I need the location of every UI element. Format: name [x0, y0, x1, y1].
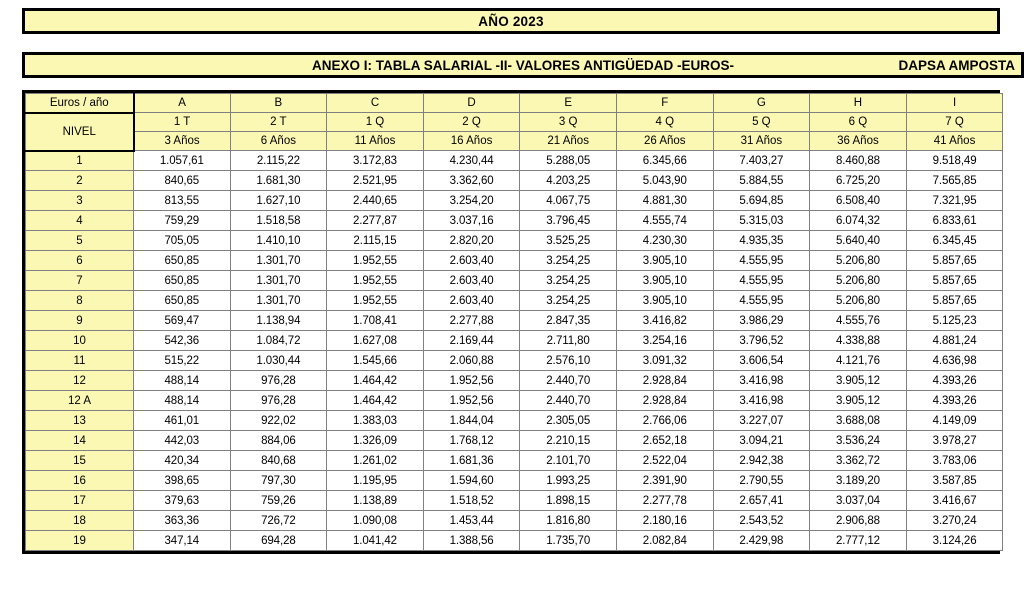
salary-cell: 2.657,41	[713, 491, 810, 511]
salary-cell: 6.833,61	[906, 211, 1003, 231]
table-row	[26, 171, 1003, 191]
salary-cell: 705,05	[134, 231, 231, 251]
corner-label: Euros / año	[26, 94, 134, 113]
table-row	[26, 211, 1003, 231]
column-group-c: 1 Q	[327, 113, 424, 132]
salary-cell: 420,34	[134, 451, 231, 471]
salary-cell: 1.627,10	[230, 191, 327, 211]
salary-cell: 1.844,04	[423, 411, 520, 431]
salary-cell: 1.301,70	[230, 291, 327, 311]
anexo-banner	[22, 52, 1024, 78]
table-row	[26, 351, 1003, 371]
salary-cell: 5.288,05	[520, 151, 617, 171]
row-header-nivel: 6	[26, 251, 134, 271]
salary-cell: 1.898,15	[520, 491, 617, 511]
salary-cell: 5.206,80	[810, 291, 907, 311]
salary-cell: 1.952,55	[327, 271, 424, 291]
salary-cell: 379,63	[134, 491, 231, 511]
salary-cell: 1.681,30	[230, 171, 327, 191]
salary-cell: 3.037,16	[423, 211, 520, 231]
salary-cell: 2.928,84	[616, 371, 713, 391]
column-group-g: 5 Q	[713, 113, 810, 132]
salary-cell: 5.857,65	[906, 271, 1003, 291]
salary-cell: 2.906,88	[810, 511, 907, 531]
column-group-i: 7 Q	[906, 113, 1003, 132]
salary-cell: 2.603,40	[423, 251, 520, 271]
header-row-years	[26, 132, 1003, 151]
column-group-a: 1 T	[134, 113, 231, 132]
row-header-nivel: 17	[26, 491, 134, 511]
salary-cell: 5.884,55	[713, 171, 810, 191]
salary-cell: 4.555,95	[713, 291, 810, 311]
salary-cell: 2.277,88	[423, 311, 520, 331]
salary-cell: 4.393,26	[906, 371, 1003, 391]
salary-cell: 1.545,66	[327, 351, 424, 371]
salary-cell: 3.606,54	[713, 351, 810, 371]
salary-cell: 922,02	[230, 411, 327, 431]
salary-cell: 3.905,10	[616, 251, 713, 271]
salary-cell: 5.857,65	[906, 291, 1003, 311]
salary-cell: 3.416,82	[616, 311, 713, 331]
salary-cell: 442,03	[134, 431, 231, 451]
column-header-b: B	[230, 94, 327, 113]
header-row-groups	[26, 113, 1003, 132]
salary-cell: 4.555,76	[810, 311, 907, 331]
column-years-h: 36 Años	[810, 132, 907, 151]
row-header-nivel: 16	[26, 471, 134, 491]
row-header-nivel: 2	[26, 171, 134, 191]
salary-cell: 1.030,44	[230, 351, 327, 371]
column-group-b: 2 T	[230, 113, 327, 132]
salary-cell: 3.587,85	[906, 471, 1003, 491]
salary-cell: 1.057,61	[134, 151, 231, 171]
salary-cell: 5.315,03	[713, 211, 810, 231]
table-row	[26, 291, 1003, 311]
salary-cell: 3.124,26	[906, 531, 1003, 551]
salary-cell: 840,65	[134, 171, 231, 191]
row-header-nivel: 12 A	[26, 391, 134, 411]
salary-cell: 3.416,98	[713, 391, 810, 411]
salary-cell: 1.326,09	[327, 431, 424, 451]
salary-cell: 363,36	[134, 511, 231, 531]
salary-cell: 1.952,56	[423, 391, 520, 411]
salary-cell: 2.543,52	[713, 511, 810, 531]
salary-cell: 2.820,20	[423, 231, 520, 251]
salary-cell: 4.881,30	[616, 191, 713, 211]
salary-cell: 1.138,89	[327, 491, 424, 511]
salary-cell: 2.305,05	[520, 411, 617, 431]
salary-cell: 759,26	[230, 491, 327, 511]
salary-cell: 1.261,02	[327, 451, 424, 471]
salary-cell: 3.416,67	[906, 491, 1003, 511]
salary-cell: 5.640,40	[810, 231, 907, 251]
column-years-a: 3 Años	[134, 132, 231, 151]
salary-cell: 5.857,65	[906, 251, 1003, 271]
row-header-nivel: 18	[26, 511, 134, 531]
salary-cell: 4.636,98	[906, 351, 1003, 371]
table-row	[26, 271, 1003, 291]
table-row	[26, 371, 1003, 391]
salary-cell: 6.508,40	[810, 191, 907, 211]
salary-cell: 2.522,04	[616, 451, 713, 471]
salary-cell: 6.345,66	[616, 151, 713, 171]
salary-cell: 2.652,18	[616, 431, 713, 451]
column-header-h: H	[810, 94, 907, 113]
table-row	[26, 311, 1003, 331]
salary-cell: 1.041,42	[327, 531, 424, 551]
year-banner	[22, 8, 1000, 34]
salary-cell: 2.169,44	[423, 331, 520, 351]
column-header-i: I	[906, 94, 1003, 113]
salary-cell: 5.206,80	[810, 251, 907, 271]
row-header-nivel: 3	[26, 191, 134, 211]
salary-cell: 1.681,36	[423, 451, 520, 471]
salary-cell: 6.345,45	[906, 231, 1003, 251]
salary-cell: 3.254,25	[520, 251, 617, 271]
table-row	[26, 491, 1003, 511]
salary-table	[25, 93, 1003, 551]
salary-cell: 3.094,21	[713, 431, 810, 451]
salary-cell: 1.627,08	[327, 331, 424, 351]
table-row	[26, 251, 1003, 271]
salary-cell: 515,22	[134, 351, 231, 371]
column-header-c: C	[327, 94, 424, 113]
table-body	[26, 151, 1003, 551]
salary-cell: 2.603,40	[423, 291, 520, 311]
row-header-nivel: 19	[26, 531, 134, 551]
salary-cell: 813,55	[134, 191, 231, 211]
table-row	[26, 151, 1003, 171]
salary-cell: 1.084,72	[230, 331, 327, 351]
row-header-nivel: 4	[26, 211, 134, 231]
salary-cell: 4.149,09	[906, 411, 1003, 431]
salary-cell: 1.816,80	[520, 511, 617, 531]
salary-cell: 7.565,85	[906, 171, 1003, 191]
header-row-letters	[26, 94, 1003, 113]
company-label: DAPSA AMPOSTA	[898, 57, 1015, 73]
salary-cell: 4.555,95	[713, 271, 810, 291]
column-group-f: 4 Q	[616, 113, 713, 132]
salary-cell: 2.777,12	[810, 531, 907, 551]
salary-cell: 2.603,40	[423, 271, 520, 291]
salary-cell: 3.905,10	[616, 291, 713, 311]
salary-cell: 759,29	[134, 211, 231, 231]
column-header-a: A	[134, 94, 231, 113]
salary-cell: 1.383,03	[327, 411, 424, 431]
salary-cell: 3.986,29	[713, 311, 810, 331]
table-row	[26, 531, 1003, 551]
salary-cell: 3.796,52	[713, 331, 810, 351]
salary-cell: 3.254,20	[423, 191, 520, 211]
salary-cell: 3.037,04	[810, 491, 907, 511]
table-row	[26, 411, 1003, 431]
salary-cell: 1.464,42	[327, 391, 424, 411]
salary-cell: 4.555,95	[713, 251, 810, 271]
row-header-nivel: 11	[26, 351, 134, 371]
table-row	[26, 471, 1003, 491]
salary-cell: 3.536,24	[810, 431, 907, 451]
column-group-d: 2 Q	[423, 113, 520, 132]
salary-cell: 3.091,32	[616, 351, 713, 371]
salary-cell: 4.881,24	[906, 331, 1003, 351]
salary-cell: 398,65	[134, 471, 231, 491]
column-group-e: 3 Q	[520, 113, 617, 132]
salary-cell: 1.388,56	[423, 531, 520, 551]
row-header-nivel: 8	[26, 291, 134, 311]
salary-cell: 650,85	[134, 291, 231, 311]
salary-cell: 2.440,70	[520, 371, 617, 391]
salary-cell: 1.090,08	[327, 511, 424, 531]
salary-cell: 5.694,85	[713, 191, 810, 211]
salary-cell: 569,47	[134, 311, 231, 331]
salary-cell: 3.254,16	[616, 331, 713, 351]
table-row	[26, 451, 1003, 471]
salary-cell: 2.576,10	[520, 351, 617, 371]
salary-cell: 3.172,83	[327, 151, 424, 171]
year-banner-label: AÑO 2023	[478, 13, 544, 29]
salary-cell: 3.254,25	[520, 271, 617, 291]
salary-cell: 2.711,80	[520, 331, 617, 351]
salary-cell: 840,68	[230, 451, 327, 471]
salary-cell: 797,30	[230, 471, 327, 491]
salary-cell: 2.766,06	[616, 411, 713, 431]
salary-cell: 1.464,42	[327, 371, 424, 391]
salary-cell: 1.301,70	[230, 251, 327, 271]
column-years-g: 31 Años	[713, 132, 810, 151]
salary-cell: 4.555,74	[616, 211, 713, 231]
row-header-nivel: 13	[26, 411, 134, 431]
salary-cell: 3.189,20	[810, 471, 907, 491]
column-header-f: F	[616, 94, 713, 113]
salary-cell: 9.518,49	[906, 151, 1003, 171]
salary-cell: 3.525,25	[520, 231, 617, 251]
salary-cell: 2.440,65	[327, 191, 424, 211]
salary-cell: 1.768,12	[423, 431, 520, 451]
salary-cell: 488,14	[134, 391, 231, 411]
row-header-nivel: 15	[26, 451, 134, 471]
salary-cell: 4.338,88	[810, 331, 907, 351]
salary-cell: 726,72	[230, 511, 327, 531]
salary-cell: 347,14	[134, 531, 231, 551]
salary-cell: 3.227,07	[713, 411, 810, 431]
table-row	[26, 511, 1003, 531]
salary-cell: 5.125,23	[906, 311, 1003, 331]
salary-cell: 1.952,55	[327, 251, 424, 271]
salary-cell: 2.429,98	[713, 531, 810, 551]
row-header-nivel: 14	[26, 431, 134, 451]
salary-cell: 1.735,70	[520, 531, 617, 551]
salary-cell: 1.301,70	[230, 271, 327, 291]
salary-cell: 976,28	[230, 391, 327, 411]
row-header-label: NIVEL	[26, 113, 134, 151]
salary-cell: 2.277,87	[327, 211, 424, 231]
salary-cell: 976,28	[230, 371, 327, 391]
salary-cell: 2.928,84	[616, 391, 713, 411]
table-head	[26, 94, 1003, 151]
salary-cell: 2.210,15	[520, 431, 617, 451]
column-years-i: 41 Años	[906, 132, 1003, 151]
salary-cell: 3.905,10	[616, 271, 713, 291]
salary-cell: 694,28	[230, 531, 327, 551]
salary-cell: 2.521,95	[327, 171, 424, 191]
row-header-nivel: 1	[26, 151, 134, 171]
salary-cell: 3.254,25	[520, 291, 617, 311]
salary-cell: 1.518,58	[230, 211, 327, 231]
table-row	[26, 331, 1003, 351]
salary-table-container	[22, 90, 1000, 554]
salary-cell: 8.460,88	[810, 151, 907, 171]
table-row	[26, 191, 1003, 211]
table-row	[26, 231, 1003, 251]
salary-cell: 2.101,70	[520, 451, 617, 471]
salary-cell: 2.082,84	[616, 531, 713, 551]
salary-cell: 488,14	[134, 371, 231, 391]
salary-cell: 3.362,60	[423, 171, 520, 191]
salary-cell: 5.043,90	[616, 171, 713, 191]
salary-cell: 4.230,44	[423, 151, 520, 171]
salary-cell: 1.708,41	[327, 311, 424, 331]
salary-cell: 2.277,78	[616, 491, 713, 511]
column-years-d: 16 Años	[423, 132, 520, 151]
salary-cell: 7.321,95	[906, 191, 1003, 211]
salary-cell: 2.440,70	[520, 391, 617, 411]
salary-cell: 1.195,95	[327, 471, 424, 491]
salary-cell: 2.060,88	[423, 351, 520, 371]
salary-cell: 1.993,25	[520, 471, 617, 491]
salary-cell: 2.391,90	[616, 471, 713, 491]
table-row	[26, 431, 1003, 451]
column-years-c: 11 Años	[327, 132, 424, 151]
salary-cell: 1.138,94	[230, 311, 327, 331]
salary-cell: 3.362,72	[810, 451, 907, 471]
salary-cell: 1.594,60	[423, 471, 520, 491]
column-years-f: 26 Años	[616, 132, 713, 151]
salary-cell: 2.115,22	[230, 151, 327, 171]
column-years-e: 21 Años	[520, 132, 617, 151]
salary-cell: 3.270,24	[906, 511, 1003, 531]
row-header-nivel: 5	[26, 231, 134, 251]
column-header-g: G	[713, 94, 810, 113]
salary-cell: 2.847,35	[520, 311, 617, 331]
salary-cell: 3.688,08	[810, 411, 907, 431]
row-header-nivel: 7	[26, 271, 134, 291]
column-header-d: D	[423, 94, 520, 113]
salary-cell: 4.203,25	[520, 171, 617, 191]
row-header-nivel: 9	[26, 311, 134, 331]
table-row	[26, 391, 1003, 411]
salary-cell: 4.935,35	[713, 231, 810, 251]
salary-cell: 2.942,38	[713, 451, 810, 471]
row-header-nivel: 10	[26, 331, 134, 351]
salary-cell: 3.905,12	[810, 371, 907, 391]
salary-cell: 3.905,12	[810, 391, 907, 411]
salary-cell: 2.790,55	[713, 471, 810, 491]
salary-cell: 650,85	[134, 251, 231, 271]
salary-cell: 650,85	[134, 271, 231, 291]
salary-cell: 542,36	[134, 331, 231, 351]
salary-cell: 3.796,45	[520, 211, 617, 231]
salary-cell: 1.518,52	[423, 491, 520, 511]
salary-cell: 2.115,15	[327, 231, 424, 251]
salary-cell: 6.725,20	[810, 171, 907, 191]
column-group-h: 6 Q	[810, 113, 907, 132]
salary-cell: 3.978,27	[906, 431, 1003, 451]
salary-cell: 3.783,06	[906, 451, 1003, 471]
salary-cell: 4.067,75	[520, 191, 617, 211]
salary-cell: 4.393,26	[906, 391, 1003, 411]
salary-cell: 1.952,55	[327, 291, 424, 311]
salary-cell: 461,01	[134, 411, 231, 431]
salary-cell: 6.074,32	[810, 211, 907, 231]
salary-cell: 2.180,16	[616, 511, 713, 531]
salary-cell: 4.230,30	[616, 231, 713, 251]
anexo-banner-title: ANEXO I: TABLA SALARIAL -II- VALORES ANTIGÜEDAD -EUROS-	[312, 57, 734, 73]
salary-cell: 884,06	[230, 431, 327, 451]
salary-cell: 3.416,98	[713, 371, 810, 391]
salary-cell: 4.121,76	[810, 351, 907, 371]
column-years-b: 6 Años	[230, 132, 327, 151]
salary-cell: 1.952,56	[423, 371, 520, 391]
salary-cell: 1.410,10	[230, 231, 327, 251]
salary-cell: 5.206,80	[810, 271, 907, 291]
salary-cell: 7.403,27	[713, 151, 810, 171]
column-header-e: E	[520, 94, 617, 113]
row-header-nivel: 12	[26, 371, 134, 391]
salary-cell: 1.453,44	[423, 511, 520, 531]
